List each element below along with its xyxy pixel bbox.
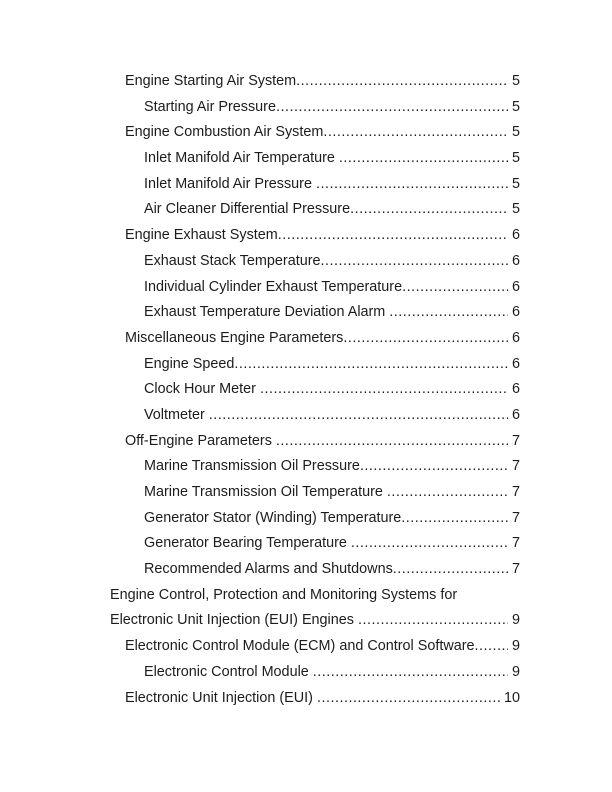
toc-entry: [110, 377, 520, 403]
toc-entry-page: 7: [511, 484, 520, 500]
toc-entry-page: 9: [511, 663, 520, 680]
dot-leader: [389, 300, 508, 326]
toc-entry-page: 7: [511, 458, 520, 475]
dot-leader: [475, 634, 508, 660]
toc-entry-label: Marine Transmission Oil Pressure: [144, 458, 360, 475]
toc-entry: [110, 557, 520, 583]
dot-leader: [350, 197, 508, 223]
toc-entry: [110, 608, 520, 634]
toc-entry-page: 5: [511, 201, 520, 218]
dot-leader: [234, 352, 508, 378]
toc-entry-page: 5: [511, 73, 520, 89]
dot-leader: [260, 377, 508, 403]
toc-entry-label: Electronic Unit Injection (EUI) Engines: [110, 612, 358, 629]
toc-entry-label: Miscellaneous Engine Parameters: [125, 329, 344, 346]
toc-entry-page: 6: [511, 304, 520, 321]
toc-entry: [110, 146, 520, 172]
dot-leader: [360, 454, 508, 480]
toc-entry-page: 6: [511, 381, 520, 398]
dot-leader: [402, 275, 508, 301]
toc-entry-page: 6: [511, 278, 520, 295]
toc-entry-label: Engine Exhaust System: [125, 227, 278, 244]
toc-entry-label: Exhaust Temperature Deviation Alarm: [144, 304, 390, 321]
toc-entry-label: Engine Speed: [144, 355, 235, 372]
toc-entry-page: 9: [511, 612, 520, 629]
dot-leader: [296, 69, 508, 95]
toc-entry: [110, 531, 520, 557]
toc-entry: [110, 69, 520, 95]
toc-entry-page: 7: [511, 561, 520, 578]
toc-entry: [110, 480, 520, 506]
dot-leader: [339, 146, 508, 172]
toc-entry-label: Marine Transmission Oil Temperature: [144, 484, 387, 500]
toc-entry: [110, 249, 520, 275]
dot-leader: [313, 660, 508, 686]
toc-entry-label: Inlet Manifold Air Temperature: [144, 150, 339, 167]
toc-entry-page: 5: [511, 175, 520, 192]
dot-leader: [393, 557, 508, 583]
toc-entry-label: Generator Bearing Temperature: [144, 535, 351, 552]
toc-entry-page: 9: [511, 638, 520, 655]
toc-entry: [110, 275, 520, 301]
toc-entry-page: 5: [511, 150, 520, 167]
toc-entry-label: Clock Hour Meter: [144, 381, 260, 398]
toc-entry-label: Individual Cylinder Exhaust Temperature: [144, 278, 403, 295]
toc-entry: [110, 300, 520, 326]
toc-entry: [110, 686, 520, 712]
toc-entry-page: 6: [511, 406, 520, 423]
dot-leader: [276, 429, 508, 455]
toc-entry: [110, 326, 520, 352]
toc-entry: [110, 120, 520, 146]
toc-entry-label: Starting Air Pressure: [144, 98, 276, 115]
dot-leader: [351, 531, 508, 557]
toc-entry-page: 5: [511, 124, 520, 141]
toc-entry-label: Electronic Unit Injection (EUI): [125, 689, 317, 706]
toc-entry: [110, 429, 520, 455]
toc-entry: [110, 352, 520, 378]
toc-entry-label: Inlet Manifold Air Pressure: [144, 175, 316, 192]
toc-entry-page: 7: [511, 535, 520, 552]
toc-entry-page: 6: [511, 227, 520, 244]
dot-leader: [387, 480, 508, 506]
toc-entry-page: 5: [511, 98, 520, 115]
toc-entry-label: Voltmeter: [144, 406, 209, 423]
toc-entry-label: Recommended Alarms and Shutdowns: [144, 561, 393, 578]
dot-leader: [317, 686, 501, 712]
toc-entry: [110, 197, 520, 223]
toc-entry: [110, 506, 520, 532]
dot-leader: [321, 249, 508, 275]
toc-entry-label: Electronic Control Module: [144, 663, 313, 680]
toc-entry-page: 7: [511, 509, 520, 526]
table-of-contents: [110, 69, 520, 711]
dot-leader: [343, 326, 508, 352]
dot-leader: [323, 120, 508, 146]
toc-entry-page: 6: [511, 252, 520, 269]
toc-entry-label: Electronic Control Module (ECM) and Control Software: [125, 638, 475, 655]
toc-entry-label: Engine Control, Protection and Monitoring Systems for: [110, 586, 458, 603]
dot-leader: [278, 223, 508, 249]
toc-entry-page: 6: [511, 355, 520, 372]
toc-entry-label: Air Cleaner Differential Pressure: [144, 201, 351, 218]
toc-entry-page: 6: [511, 329, 520, 346]
toc-entry: [110, 660, 520, 686]
toc-entry: [110, 403, 520, 429]
toc-entry: [110, 95, 520, 121]
toc-entry: [110, 634, 520, 660]
dot-leader: [358, 608, 508, 634]
toc-entry-page: 10: [503, 689, 520, 706]
dot-leader: [401, 506, 508, 532]
toc-entry: [110, 223, 520, 249]
toc-entry-page: 7: [511, 432, 520, 449]
dot-leader: [276, 95, 508, 121]
toc-entry: [110, 454, 520, 480]
dot-leader: [316, 172, 508, 198]
toc-entry: [110, 172, 520, 198]
dot-leader: [209, 403, 508, 429]
toc-entry-label: Generator Stator (Winding) Temperature: [144, 509, 402, 526]
toc-entry-label: Off-Engine Parameters: [125, 432, 276, 449]
toc-entry: [110, 583, 520, 609]
toc-entry-label: Engine Combustion Air System: [125, 124, 324, 141]
toc-entry-label: Exhaust Stack Temperature: [144, 252, 321, 269]
toc-entry-label: Engine Starting Air System: [125, 73, 297, 89]
